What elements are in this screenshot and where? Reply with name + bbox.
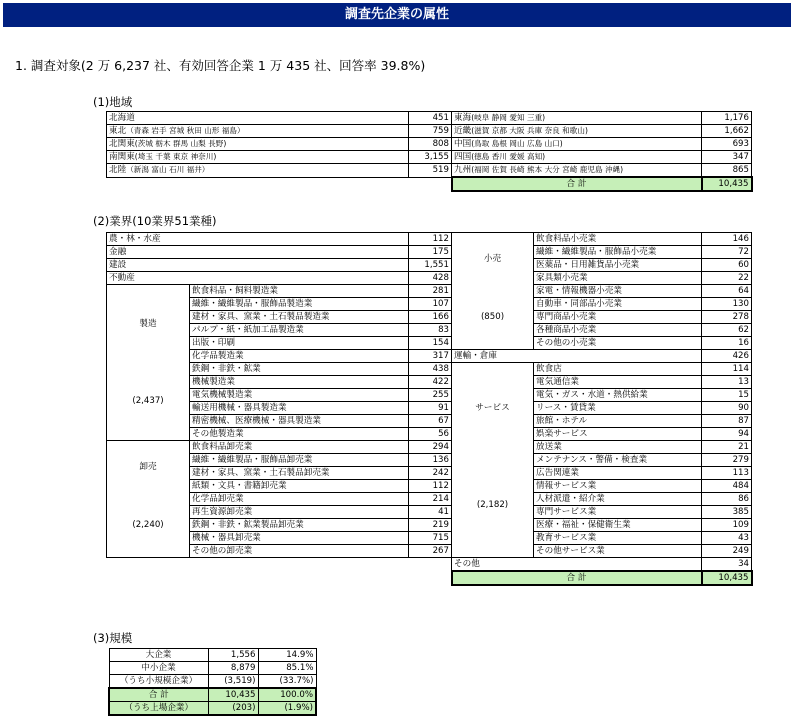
region-value: 693 (702, 138, 752, 151)
industry-value: 255 (409, 389, 452, 402)
region-value: 865 (702, 164, 752, 178)
region-name: 北海道 (109, 113, 135, 123)
region-name: 近畿 (454, 126, 472, 136)
industry-value: 484 (702, 480, 752, 493)
industry-row (107, 441, 752, 454)
industry-row (107, 506, 752, 519)
industry-label: その他サービス業 (534, 545, 702, 558)
industry-value: 1,551 (409, 259, 452, 272)
empty-cell (107, 177, 409, 191)
region-prefectures: (福岡 佐賀 長崎 熊本 大分 宮崎 鹿児島 沖縄) (471, 165, 624, 174)
scale-pct: 85.1% (258, 662, 316, 675)
scale-heading: (3)規模 (93, 631, 133, 645)
industry-label: 電気機械製造業 (190, 389, 409, 402)
industry-value: 60 (702, 259, 752, 272)
industry-value: 56 (409, 428, 452, 441)
industry-label: 医薬品・日用雑貨品小売業 (534, 259, 702, 272)
empty-cell (409, 177, 452, 191)
industry-row (107, 246, 752, 259)
industry-value: 87 (702, 415, 752, 428)
industry-row (107, 571, 752, 585)
wholesale-group-label: 卸売 (107, 441, 190, 493)
industry-label: 建材・家具、窯業・土石製品製造業 (190, 311, 409, 324)
industry-label: 各種商品小売業 (534, 324, 702, 337)
region-value: 1,176 (702, 112, 752, 125)
industry-row (107, 376, 752, 389)
industry-total-label: 合 計 (452, 571, 702, 585)
region-name: 北陸 (109, 165, 127, 176)
industry-row (107, 415, 752, 428)
region-prefectures: (鳥取 島根 岡山 広島 山口) (471, 139, 563, 148)
industry-label: 鉄鋼・非鉄・鉱業製品卸売業 (190, 519, 409, 532)
region-value: 451 (409, 112, 452, 125)
industry-label: 医療・福祉・保健衛生業 (534, 519, 702, 532)
region-value: 519 (409, 164, 452, 178)
industry-value: 94 (702, 428, 752, 441)
industry-label: 飲食店 (534, 363, 702, 376)
industry-label: 情報サービス業 (534, 480, 702, 493)
region-name: 南関東 (109, 152, 135, 162)
scale-pct: (33.7%) (258, 675, 316, 689)
industry-row (107, 389, 752, 402)
empty-cell (107, 571, 190, 585)
industry-label: 繊維・繊維製品・服飾品小売業 (534, 246, 702, 259)
industry-value: 64 (702, 285, 752, 298)
region-value: 347 (702, 151, 752, 164)
industry-label: 鉄鋼・非鉄・鉱業 (190, 363, 409, 376)
industry-value: 109 (702, 519, 752, 532)
scale-pct: 14.9% (258, 649, 316, 662)
industry-row (107, 454, 752, 467)
industry-row (107, 272, 752, 285)
page-title: 調査先企業の属性 (3, 3, 791, 27)
industry-table (106, 232, 753, 586)
industry-value: 715 (409, 532, 452, 545)
region-cell (107, 151, 409, 164)
region-cell (107, 138, 409, 151)
industry-value: 130 (702, 298, 752, 311)
industry-label: その他 (452, 558, 702, 572)
industry-label: 放送業 (534, 441, 702, 454)
industry-label: 旅館・ホテル (534, 415, 702, 428)
industry-label: 家電・情報機器小売業 (534, 285, 702, 298)
industry-label: 繊維・繊維製品・服飾品製造業 (190, 298, 409, 311)
region-total-row (107, 177, 752, 191)
industry-value: 21 (702, 441, 752, 454)
industry-value: 428 (409, 272, 452, 285)
industry-label: メンテナンス・警備・検査業 (534, 454, 702, 467)
industry-row (107, 350, 752, 363)
retail-group-label: 小売 (452, 233, 534, 285)
industry-value: 114 (702, 363, 752, 376)
industry-value: 112 (409, 233, 452, 246)
region-value: 808 (409, 138, 452, 151)
industry-value: 154 (409, 337, 452, 350)
industry-label: リース・賃貸業 (534, 402, 702, 415)
industry-value: 22 (702, 272, 752, 285)
industry-label: 専門商品小売業 (534, 311, 702, 324)
industry-label: 教育サービス業 (534, 532, 702, 545)
industry-row (107, 519, 752, 532)
region-name: 九州 (454, 165, 472, 175)
scale-row (109, 675, 316, 689)
industry-label: 自動車・同部品小売業 (534, 298, 702, 311)
industry-value: 16 (702, 337, 752, 350)
region-cell (452, 125, 702, 138)
industry-label: 紙類・文具・書籍卸売業 (190, 480, 409, 493)
region-cell (107, 164, 409, 178)
region-cell (452, 138, 702, 151)
service-group-label: サービス (452, 363, 534, 454)
industry-value: 422 (409, 376, 452, 389)
region-prefectures: (徳島 香川 愛媛 高知) (471, 152, 546, 161)
industry-label: 化学品卸売業 (190, 493, 409, 506)
region-heading: (1)地域 (93, 95, 133, 109)
industry-value: 249 (702, 545, 752, 558)
industry-label: 運輸・倉庫 (452, 350, 702, 363)
scale-label: 大企業 (109, 649, 208, 662)
industry-row (107, 324, 752, 337)
industry-value: 175 (409, 246, 452, 259)
industry-value: 281 (409, 285, 452, 298)
region-cell (452, 164, 702, 178)
industry-value: 62 (702, 324, 752, 337)
region-row (107, 164, 752, 178)
region-row (107, 138, 752, 151)
industry-value: 166 (409, 311, 452, 324)
industry-label: パルプ・紙・紙加工品製造業 (190, 324, 409, 337)
industry-value: 278 (702, 311, 752, 324)
industry-row (107, 298, 752, 311)
region-row (107, 112, 752, 125)
industry-value: 91 (409, 402, 452, 415)
industry-value: 41 (409, 506, 452, 519)
industry-row (107, 285, 752, 298)
scale-total-count: 10,435 (208, 688, 258, 702)
industry-row (107, 337, 752, 350)
region-prefectures: （新潟 富山 石川 福井） (126, 165, 210, 175)
industry-label: その他製造業 (190, 428, 409, 441)
industry-label: その他の小売業 (534, 337, 702, 350)
industry-label: 家具類小売業 (534, 272, 702, 285)
industry-value: 43 (702, 532, 752, 545)
industry-value: 242 (409, 467, 452, 480)
scale-listed-label: （うち上場企業） (109, 702, 208, 716)
industry-row (107, 311, 752, 324)
industry-value: 13 (702, 376, 752, 389)
industry-value: 317 (409, 350, 452, 363)
region-name: 中国 (454, 139, 472, 149)
industry-row (107, 402, 752, 415)
industry-row (107, 233, 752, 246)
region-row (107, 151, 752, 164)
scale-table (108, 648, 317, 716)
industry-value: 112 (409, 480, 452, 493)
manufacturing-group-label: 製造 (107, 285, 190, 363)
industry-value: 214 (409, 493, 452, 506)
scale-total-pct: 100.0% (258, 688, 316, 702)
industry-value: 67 (409, 415, 452, 428)
industry-value: 72 (702, 246, 752, 259)
industry-label: 不動産 (107, 272, 409, 285)
industry-value: 113 (702, 467, 752, 480)
region-cell (107, 112, 409, 125)
industry-label: 飲食料品卸売業 (190, 441, 409, 454)
scale-total-row (109, 688, 316, 702)
industry-row (107, 428, 752, 441)
region-cell (107, 125, 409, 138)
scale-label: 中小企業 (109, 662, 208, 675)
industry-heading: (2)業界(10業界51業種) (93, 214, 217, 228)
industry-label: 電気・ガス・水道・熱供給業 (534, 389, 702, 402)
scale-listed-pct: (1.9%) (258, 702, 316, 716)
industry-row (107, 493, 752, 506)
industry-label: 再生資源卸売業 (190, 506, 409, 519)
industry-total-value: 10,435 (702, 571, 752, 585)
industry-value: 426 (702, 350, 752, 363)
industry-value: 267 (409, 545, 452, 558)
industry-row (107, 480, 752, 493)
industry-label: 機械・器具卸売業 (190, 532, 409, 545)
industry-label: その他の卸売業 (190, 545, 409, 558)
empty-cell (409, 571, 452, 585)
industry-row (107, 363, 752, 376)
industry-value: 15 (702, 389, 752, 402)
empty-cell (190, 571, 409, 585)
industry-value: 279 (702, 454, 752, 467)
region-value: 3,155 (409, 151, 452, 164)
wholesale-group-total: (2,240) (107, 493, 190, 558)
industry-value: 83 (409, 324, 452, 337)
region-prefectures: （青森 岩手 宮城 秋田 山形 福島） (126, 126, 245, 135)
industry-row (107, 558, 752, 572)
region-name: 東海 (454, 113, 472, 123)
retail-group-total: (850) (452, 285, 534, 350)
industry-value: 107 (409, 298, 452, 311)
scale-row (109, 649, 316, 662)
region-cell (452, 112, 702, 125)
industry-value: 219 (409, 519, 452, 532)
industry-label: 出版・印刷 (190, 337, 409, 350)
industry-value: 385 (702, 506, 752, 519)
industry-label: 娯楽サービス (534, 428, 702, 441)
region-prefectures: (滋賀 京都 大阪 兵庫 奈良 和歌山) (471, 126, 588, 135)
scale-listed-row (109, 702, 316, 716)
region-row (107, 125, 752, 138)
industry-label: 農・林・水産 (107, 233, 409, 246)
region-total-value: 10,435 (702, 177, 752, 191)
region-name: 東北 (109, 126, 127, 136)
region-prefectures: (埼玉 千葉 東京 神奈川) (134, 152, 217, 161)
industry-label: 専門サービス業 (534, 506, 702, 519)
industry-row (107, 467, 752, 480)
industry-label: 電気通信業 (534, 376, 702, 389)
service-group-total: (2,182) (452, 454, 534, 558)
industry-label: 輸送用機械・器具製造業 (190, 402, 409, 415)
empty-cell (190, 558, 409, 572)
scale-count: (3,519) (208, 675, 258, 689)
industry-value: 34 (702, 558, 752, 572)
empty-cell (107, 558, 190, 572)
scale-label: （うち小規模企業） (109, 675, 208, 689)
industry-label: 人材派遣・紹介業 (534, 493, 702, 506)
scale-count: 1,556 (208, 649, 258, 662)
scale-total-label: 合 計 (109, 688, 208, 702)
industry-label: 建設 (107, 259, 409, 272)
region-prefectures: (茨城 栃木 群馬 山梨 長野) (134, 139, 227, 148)
industry-label: 金融 (107, 246, 409, 259)
region-value: 759 (409, 125, 452, 138)
empty-cell (409, 558, 452, 572)
region-name: 北関東 (109, 139, 135, 149)
industry-label: 建材・家具、窯業・土石製品卸売業 (190, 467, 409, 480)
region-name: 四国 (454, 152, 472, 162)
industry-label: 化学品製造業 (190, 350, 409, 363)
industry-row (107, 532, 752, 545)
industry-label: 精密機械、医療機械・器具製造業 (190, 415, 409, 428)
region-prefectures: (岐阜 静岡 愛知 三重) (471, 113, 546, 122)
scale-listed-count: (203) (208, 702, 258, 716)
industry-label: 繊維・繊維製品・服飾品卸売業 (190, 454, 409, 467)
survey-target: 1. 調査対象(2 万 6,237 社、有効回答企業 1 万 435 社、回答率 39.8%) (15, 58, 426, 73)
industry-label: 広告関連業 (534, 467, 702, 480)
industry-label: 飲食料品小売業 (534, 233, 702, 246)
manufacturing-group-total: (2,437) (107, 363, 190, 441)
industry-label: 飲食料品・飼料製造業 (190, 285, 409, 298)
scale-row (109, 662, 316, 675)
region-value: 1,662 (702, 125, 752, 138)
industry-value: 90 (702, 402, 752, 415)
industry-value: 136 (409, 454, 452, 467)
scale-count: 8,879 (208, 662, 258, 675)
industry-row (107, 259, 752, 272)
industry-row (107, 545, 752, 558)
region-table (106, 111, 753, 192)
industry-value: 294 (409, 441, 452, 454)
region-total-label: 合 計 (452, 177, 702, 191)
industry-value: 438 (409, 363, 452, 376)
industry-label: 機械製造業 (190, 376, 409, 389)
region-cell (452, 151, 702, 164)
industry-value: 86 (702, 493, 752, 506)
industry-value: 146 (702, 233, 752, 246)
